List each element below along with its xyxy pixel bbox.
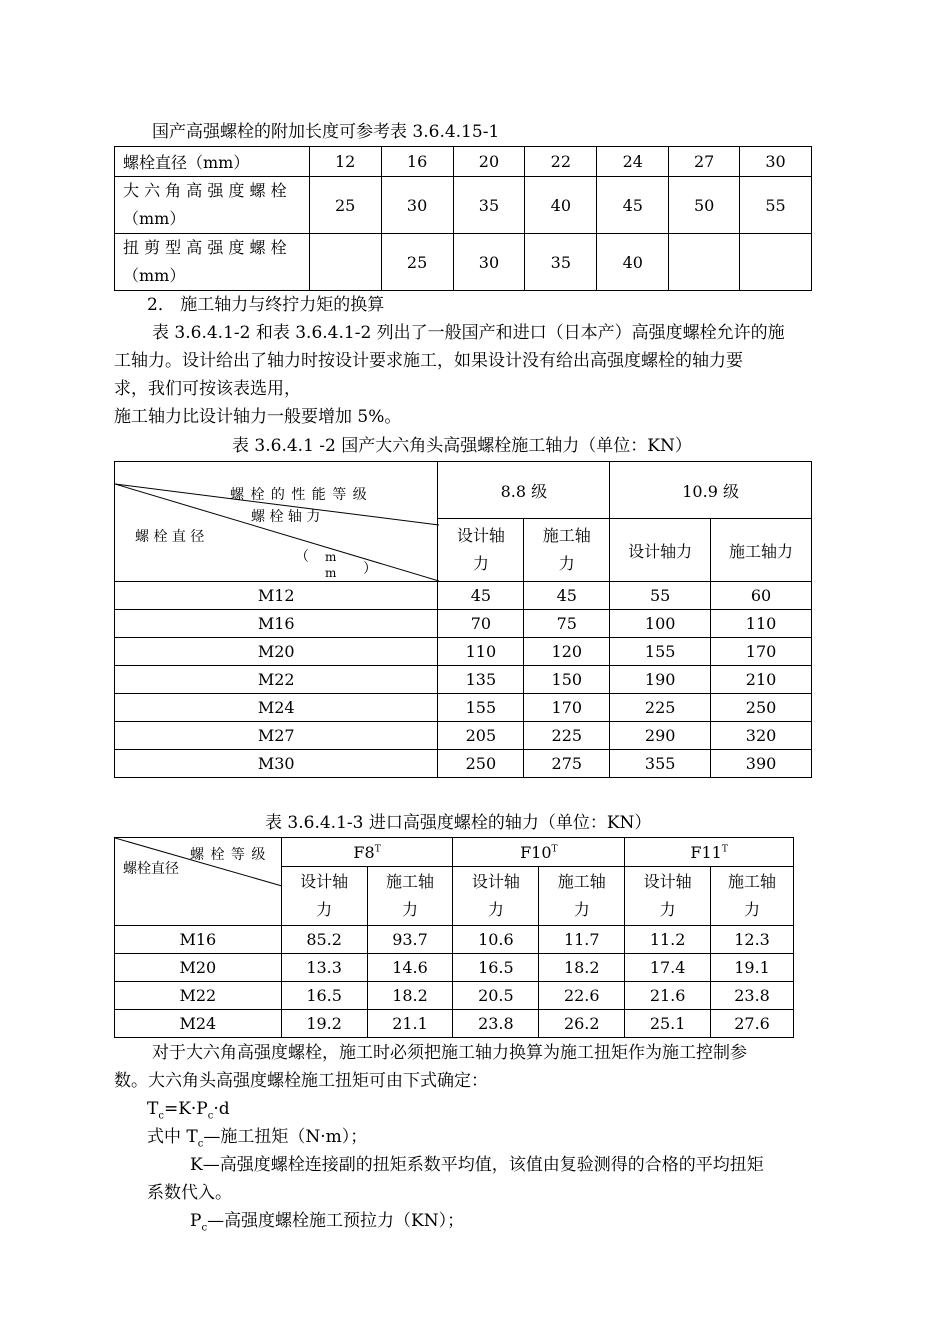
table2-grade-10-9: 10.9 级 (610, 462, 812, 519)
design-label-b: 力 (472, 554, 489, 574)
design-label-b: 力 (487, 900, 504, 920)
table1-cell: 30 (453, 234, 525, 291)
formula-part: ·d (213, 1099, 230, 1119)
force-value-cell: 290 (610, 722, 711, 750)
paragraph-line: 数。大六角头高强度螺栓施工扭矩可由下式确定： (114, 1071, 488, 1091)
table3-imported-bolt-axial-force (114, 837, 794, 1038)
bolt-diameter-cell: M16 (115, 610, 438, 638)
table-row (115, 694, 812, 722)
table1-row-label-b: （mm） (123, 209, 186, 228)
force-value-cell: 21.1 (367, 1010, 453, 1038)
table1-cell: 40 (597, 234, 669, 291)
def-part: 式中 T (147, 1127, 198, 1147)
force-value-cell: 11.2 (625, 926, 711, 954)
force-value-cell: 60 (711, 582, 812, 610)
constr-label-b: 力 (573, 900, 590, 920)
section-heading: 2． 施工轴力与终拧力矩的换算 (147, 295, 385, 315)
constr-label-a: 施工轴 (542, 526, 591, 546)
constr-label-b: 力 (401, 900, 418, 920)
paragraph-line: 求，我们可按该表选用， (114, 379, 301, 399)
force-value-cell: 10.6 (453, 926, 539, 954)
table1-diameter: 16 (381, 147, 453, 177)
constr-label-a: 施工轴 (385, 872, 434, 892)
force-value-cell: 22.6 (539, 982, 625, 1010)
table1-diameter: 12 (309, 147, 381, 177)
force-value-cell: 320 (711, 722, 812, 750)
force-value-cell: 16.5 (281, 982, 367, 1010)
table3-header-row (115, 838, 794, 867)
table1-diameter: 27 (669, 147, 740, 177)
table1-cell: 25 (309, 177, 381, 234)
force-value-cell: 110 (711, 610, 812, 638)
bolt-diameter-cell: M30 (115, 750, 438, 778)
table2-body (115, 582, 812, 778)
bolt-diameter-cell: M27 (115, 722, 438, 750)
def-sub: c (197, 1138, 204, 1150)
paragraph-line: 工轴力。设计给出了轴力时按设计要求施工，如果设计没有给出高强度螺栓的轴力要 (114, 351, 743, 371)
table2-header-row (115, 462, 812, 519)
table1-header-row (115, 147, 812, 177)
table-row (115, 582, 812, 610)
bolt-diameter-cell: M22 (115, 982, 282, 1010)
table-row (115, 610, 812, 638)
definition-k-cont: 系数代入。 (147, 1183, 232, 1203)
table1-cell (309, 234, 381, 291)
bolt-diameter-cell: M20 (115, 638, 438, 666)
force-value-cell: 27.6 (711, 1010, 794, 1038)
design-label-a: 设计轴 (643, 872, 692, 892)
constr-label-a: 施工轴 (728, 872, 777, 892)
table-row (115, 666, 812, 694)
grade-label: F8 (353, 842, 375, 862)
table1-header-label: 螺栓直径（mm） (115, 147, 310, 177)
diag-unit-m1: m (325, 550, 337, 564)
bolt-diameter-cell: M22 (115, 666, 438, 694)
table2-design-force (438, 519, 524, 582)
table1-bolt-additional-length (114, 146, 812, 291)
force-value-cell: 19.1 (711, 954, 794, 982)
table1-row-hex (115, 177, 812, 234)
force-value-cell: 150 (524, 666, 610, 694)
paragraph-line: 表 3.6.4.1-2 和表 3.6.4.1-2 列出了一般国产和进口（日本产）高强度螺栓允许的施 (152, 323, 785, 343)
table1-diameter: 22 (525, 147, 597, 177)
force-value-cell: 55 (610, 582, 711, 610)
table2-construction-force (524, 519, 610, 582)
bolt-diameter-cell: M24 (115, 694, 438, 722)
diag-label-diameter: 螺 栓 直 径 (135, 529, 205, 545)
table2-caption: 表 3.6.4.1 -2 国产大六角头高强螺栓施工轴力（单位：KN） (232, 436, 692, 456)
table3-grade-f11 (625, 838, 794, 867)
table2-grade-8-8: 8.8 级 (438, 462, 610, 519)
design-label-b: 力 (659, 900, 676, 920)
force-value-cell: 170 (524, 694, 610, 722)
table2-design-force-109: 设计轴力 (610, 519, 711, 582)
formula-sub: c (158, 1110, 164, 1122)
def-sub: c (201, 1222, 208, 1234)
definition-pc (190, 1208, 464, 1241)
bolt-diameter-cell: M20 (115, 954, 282, 982)
table1-row-label-a: 大 六 角 高 强 度 螺 栓 (123, 181, 287, 200)
def-part: P (190, 1211, 202, 1231)
table1-row-torshear (115, 234, 812, 291)
design-label-a: 设计轴 (300, 872, 349, 892)
table1-caption: 国产高强螺栓的附加长度可参考表 3.6.4.15-1 (152, 122, 500, 142)
grade-sup: T (721, 844, 728, 855)
table3-construction-force (539, 867, 625, 926)
force-value-cell: 155 (438, 694, 524, 722)
force-value-cell: 190 (610, 666, 711, 694)
table1-cell: 45 (597, 177, 669, 234)
bolt-diameter-cell: M24 (115, 1010, 282, 1038)
force-value-cell: 45 (524, 582, 610, 610)
force-value-cell: 17.4 (625, 954, 711, 982)
bolt-diameter-cell: M16 (115, 926, 282, 954)
force-value-cell: 75 (524, 610, 610, 638)
formula-sub: c (207, 1110, 214, 1122)
diag-unit-open: （ (295, 549, 309, 565)
table-row (115, 926, 794, 954)
table3-construction-force (711, 867, 794, 926)
table3-design-force (453, 867, 539, 926)
table-row (115, 722, 812, 750)
table3-design-force (281, 867, 367, 926)
table1-diameter: 20 (453, 147, 525, 177)
table1-cell: 35 (453, 177, 525, 234)
force-value-cell: 250 (711, 694, 812, 722)
force-value-cell: 18.2 (539, 954, 625, 982)
force-value-cell: 14.6 (367, 954, 453, 982)
table3-construction-force (367, 867, 453, 926)
table1-cell: 55 (740, 177, 812, 234)
table2-domestic-bolt-axial-force (114, 461, 812, 778)
force-value-cell: 11.7 (539, 926, 625, 954)
table3-diagonal-header (115, 838, 282, 926)
force-value-cell: 275 (524, 750, 610, 778)
table1-cell: 30 (381, 177, 453, 234)
force-value-cell: 93.7 (367, 926, 453, 954)
grade-sup: T (374, 844, 381, 855)
force-value-cell: 135 (438, 666, 524, 694)
force-value-cell: 120 (524, 638, 610, 666)
table1-cell: 50 (669, 177, 740, 234)
diag-unit-close: ） (363, 561, 377, 577)
table1-row-label (115, 234, 310, 291)
force-value-cell: 225 (610, 694, 711, 722)
table3-body (115, 926, 794, 1038)
table-row (115, 1010, 794, 1038)
paragraph-line: 对于大六角高强度螺栓，施工时必须把施工轴力换算为施工扭矩作为施工控制参 (152, 1043, 747, 1063)
table-row (115, 954, 794, 982)
table3-design-force (625, 867, 711, 926)
force-value-cell: 250 (438, 750, 524, 778)
force-value-cell: 18.2 (367, 982, 453, 1010)
table1-row-label-a: 扭 剪 型 高 强 度 螺 栓 (123, 238, 287, 257)
grade-sup: T (551, 844, 558, 855)
def-part: —施工扭矩（N·m）； (203, 1127, 368, 1147)
diag-label-diameter: 螺栓直径 (123, 861, 179, 877)
table1-cell (740, 234, 812, 291)
paragraph-line: 施工轴力比设计轴力一般要增加 5%。 (114, 407, 402, 427)
grade-label: F10 (520, 842, 552, 862)
table3-grade-f8 (281, 838, 453, 867)
design-label-a: 设计轴 (456, 526, 505, 546)
diag-label-grade: 螺 栓 等 级 (190, 847, 267, 863)
table1-diameter: 24 (597, 147, 669, 177)
diag-label-grade: 螺 栓 的 性 能 等 级 (230, 487, 368, 503)
table1-diameter: 30 (740, 147, 812, 177)
table1-cell: 40 (525, 177, 597, 234)
force-value-cell: 355 (610, 750, 711, 778)
force-value-cell: 225 (524, 722, 610, 750)
design-label-a: 设计轴 (471, 872, 520, 892)
force-value-cell: 205 (438, 722, 524, 750)
force-value-cell: 20.5 (453, 982, 539, 1010)
force-value-cell: 100 (610, 610, 711, 638)
force-value-cell: 13.3 (281, 954, 367, 982)
diag-label-axial: 螺 栓 轴 力 (251, 509, 321, 525)
constr-label-b: 力 (558, 554, 575, 574)
force-value-cell: 110 (438, 638, 524, 666)
table-row (115, 638, 812, 666)
constr-label-b: 力 (744, 900, 761, 920)
grade-label: F11 (690, 842, 722, 862)
formula-part: T (147, 1099, 159, 1119)
table1-row-label (115, 177, 310, 234)
design-label-b: 力 (316, 900, 333, 920)
definition-k: K—高强度螺栓连接副的扭矩系数平均值，该值由复验测得的合格的平均扭矩 (190, 1155, 764, 1175)
table1-cell: 35 (525, 234, 597, 291)
table1-cell: 25 (381, 234, 453, 291)
force-value-cell: 16.5 (453, 954, 539, 982)
force-value-cell: 25.1 (625, 1010, 711, 1038)
table2-construction-force-109: 施工轴力 (711, 519, 812, 582)
def-part: —高强度螺栓施工预拉力（KN）； (207, 1211, 465, 1231)
table3-caption: 表 3.6.4.1-3 进口高强度螺栓的轴力（单位：KN） (265, 813, 652, 833)
table-row (115, 750, 812, 778)
formula-part: =K·P (163, 1099, 208, 1119)
force-value-cell: 23.8 (711, 982, 794, 1010)
force-value-cell: 85.2 (281, 926, 367, 954)
table1-row-label-b: （mm） (123, 266, 186, 285)
table-row (115, 982, 794, 1010)
force-value-cell: 210 (711, 666, 812, 694)
table2-diagonal-header (115, 462, 438, 582)
force-value-cell: 170 (711, 638, 812, 666)
bolt-diameter-cell: M12 (115, 582, 438, 610)
force-value-cell: 70 (438, 610, 524, 638)
force-value-cell: 26.2 (539, 1010, 625, 1038)
diag-unit-m2: m (325, 566, 337, 580)
force-value-cell: 390 (711, 750, 812, 778)
constr-label-a: 施工轴 (557, 872, 606, 892)
force-value-cell: 23.8 (453, 1010, 539, 1038)
force-value-cell: 45 (438, 582, 524, 610)
table1-cell (669, 234, 740, 291)
table3-grade-f10 (453, 838, 625, 867)
force-value-cell: 155 (610, 638, 711, 666)
force-value-cell: 19.2 (281, 1010, 367, 1038)
force-value-cell: 12.3 (711, 926, 794, 954)
force-value-cell: 21.6 (625, 982, 711, 1010)
